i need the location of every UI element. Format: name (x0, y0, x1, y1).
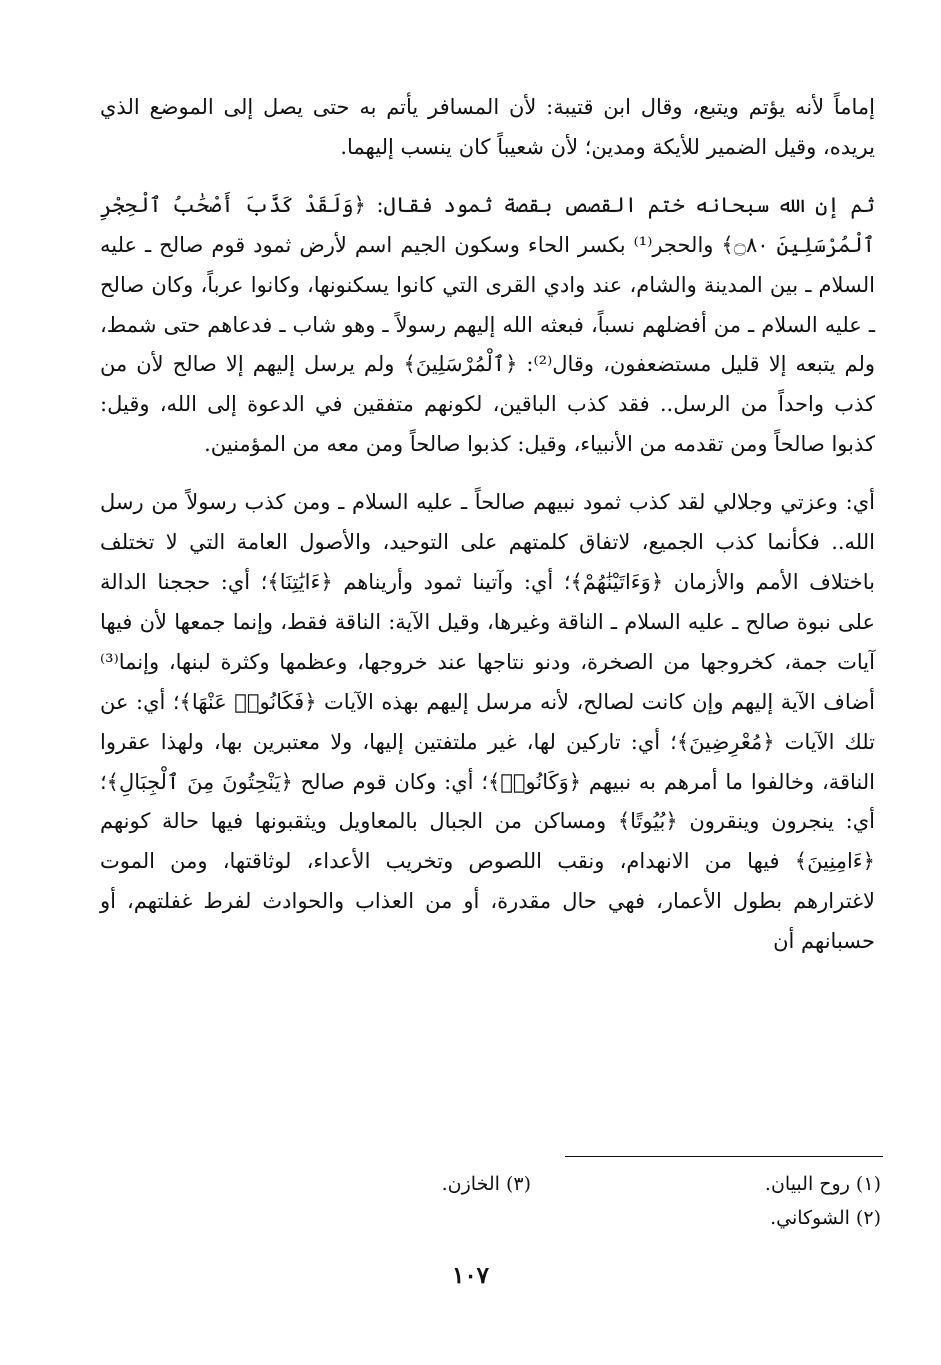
paragraph-3: أي: وعزتي وجلالي لقد كذب ثمود نبيهم صالحاً ـ عليه السلام ـ ومن كذب رسولاً من رسل الله.. فكأنما كذب الجميع، لاتفاق كلمتهم على التوحيد، والأصول العامة التي لا تختلف باختلاف الأمم والأزمان ﴿وَءَاتَيْنَٰهُمْ﴾؛ أي: وآتينا ثمود وأريناهم ﴿ءَايَٰتِنَا﴾؛ أي: حججنا الدالة على نبوة صالح ـ عليه السلام ـ الناقة وغيرها، وقيل الآية: الناقة فقط، وإنما جمعها لأن فيها آيات جمة، كخروجها من الصخرة، ودنو نتاجها عند خروجها، وعظمها وكثرة لبنها، وإنما⁽³⁾ أضاف الآية إليهم وإن كانت لصالح، لأنه مرسل إليهم بهذه الآيات ﴿فَكَانُوا۟ عَنْهَا﴾؛ أي: عن تلك الآيات ﴿مُعْرِضِينَ﴾؛ أي: تاركين لها، غير ملتفتين إليها، ولا معتبرين بها، ولهذا عقروا الناقة، وخالفوا ما أمرهم به نبيهم ﴿وَكَانُوا۟﴾؛ أي: وكان قوم صالح ﴿يَنْحِتُونَ مِنَ ٱلْجِبَالِ﴾؛ أي: ينجرون وينقرون ﴿بُيُوتًا﴾ ومساكن من الجبال بالمعاويل ويثقبونها فيها حالة كونهم ﴿ءَامِنِينَ﴾ فيها من الانهدام، ونقب اللصوص وتخريب الأعداء، لوثاقتها، ومن الموت لاغترارهم بطول الأعمار، فهي حال مقدرة، أو من العذاب والحوادث لفرط غفلتهم، أو حسبانهم أن (100, 490, 875, 954)
paragraph-2: ثم إن الله سبحانه ختم القصص بقصة ثمود فقال: ﴿وَلَقَدْ كَذَّبَ أَصْحَٰبُ ٱلْحِجْرِ ٱلْمُرْسَلِينَ ۝٨٠﴾ والحجر⁽¹⁾ بكسر الحاء وسكون الجيم اسم لأرض ثمود قوم صالح ـ عليه السلام ـ بين المدينة والشام، عند وادي القرى التي كانوا يسكنونها، وكانوا عرباً، وكان صالح ـ عليه السلام ـ من أفضلهم نسباً، فبعثه الله إليهم رسولاً ـ وهو شاب ـ فدعاهم حتى شمط، ولم يتبعه إلا قليل مستضعفون، وقال⁽²⁾: ﴿ٱلْمُرْسَلِينَ﴾ ولم يرسل إليهم إلا صالح لأن من كذب واحداً من الرسل.. فقد كذب الباقين، لكونهم متفقين في الدعوة إلى الله، وقيل: كذبوا صالحاً ومن تقدمه من الأنبياء، وقيل: كذبوا صالحاً ومن معه من المؤمنين. (100, 192, 875, 457)
paragraph-1: إماماً لأنه يؤتم ويتبع، وقال ابن قتيبة: لأن المسافر يأتم به حتى يصل إلى الموضع الذي يريده، وقيل الضمير للأيكة ومدين؛ لأن شعيباً كان ينسب إليهما. (100, 95, 875, 159)
footnotes (100, 1170, 881, 1240)
footnote-2: (٢) الشوكاني. (770, 1207, 881, 1229)
main-text (100, 88, 875, 962)
footnote-1: (١) روح البيان. (764, 1173, 881, 1195)
footnote-separator (565, 1156, 883, 1157)
footnote-3: (٣) الخازن. (441, 1173, 531, 1195)
page-number: ١٠٧ (451, 1262, 490, 1289)
